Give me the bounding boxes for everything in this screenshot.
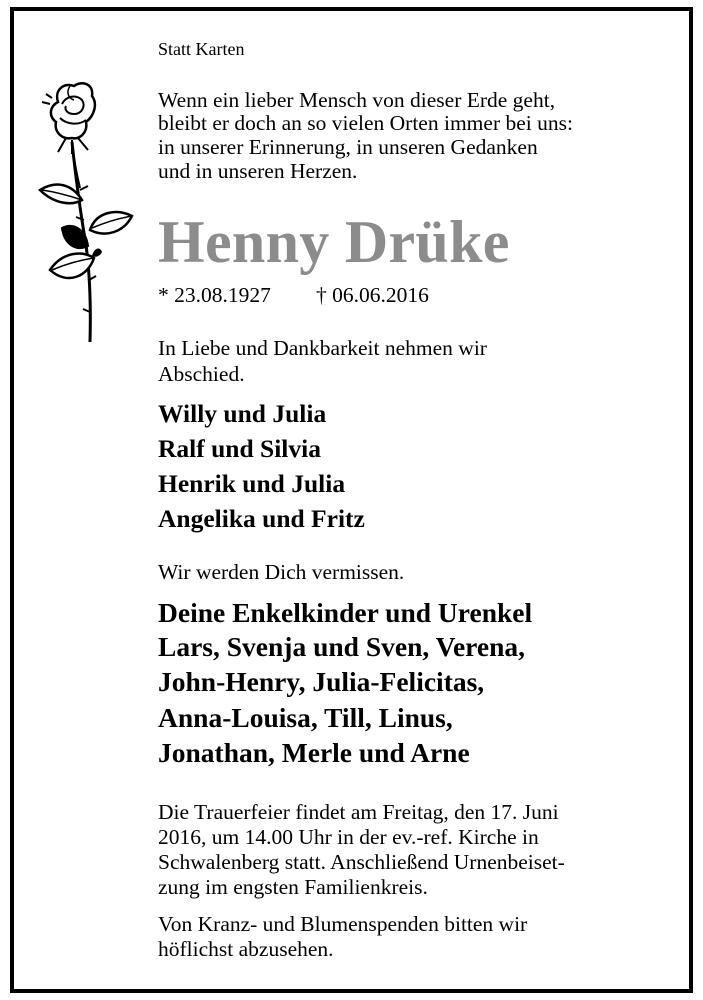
- family-name: Henrik und Julia: [158, 469, 346, 498]
- service-line: zung im engsten Familienkreis.: [158, 875, 428, 899]
- farewell-line: Abschied.: [158, 362, 245, 386]
- death-date: † 06.06.2016: [316, 283, 429, 307]
- service-line: Die Trauerfeier findet am Freitag, den 17. Juni: [158, 800, 559, 824]
- grandchildren-line: Jonathan, Merle und Arne: [158, 737, 470, 768]
- family-name: Ralf und Silvia: [158, 434, 321, 463]
- service-line: Von Kranz- und Blumenspenden bitten wir: [158, 912, 528, 936]
- poem-line: in unserer Erinnerung, in unseren Gedanken: [158, 135, 538, 159]
- poem-line: und in unseren Herzen.: [158, 159, 358, 183]
- grandchildren-line: Lars, Svenja und Sven, Verena,: [158, 631, 526, 662]
- service-line: 2016, um 14.00 Uhr in der ev.-ref. Kirche in: [158, 825, 539, 849]
- rose-icon: [36, 80, 136, 345]
- grandchildren-line: Anna-Louisa, Till, Linus,: [158, 702, 453, 733]
- poem-line: bleibt er doch an so vielen Orten immer bei uns:: [158, 111, 573, 135]
- header-text: Statt Karten: [158, 39, 245, 59]
- service-line: Schwalenberg statt. Anschließend Urnenbeiset-: [158, 850, 565, 874]
- family-name: Angelika und Fritz: [158, 504, 365, 533]
- grandchildren-line: Deine Enkelkinder und Urenkel: [158, 597, 533, 628]
- grandchildren-line: John-Henry, Julia-Felicitas,: [158, 666, 485, 697]
- service-line: höflichst abzusehen.: [158, 937, 334, 961]
- birth-date: * 23.08.1927: [158, 283, 271, 307]
- deceased-name: Henny Drüke: [158, 209, 510, 275]
- miss-text: Wir werden Dich vermissen.: [158, 560, 405, 584]
- farewell-line: In Liebe und Dankbarkeit nehmen wir: [158, 336, 487, 360]
- family-name: Willy und Julia: [158, 399, 327, 428]
- poem-line: Wenn ein lieber Mensch von dieser Erde geht,: [158, 88, 556, 112]
